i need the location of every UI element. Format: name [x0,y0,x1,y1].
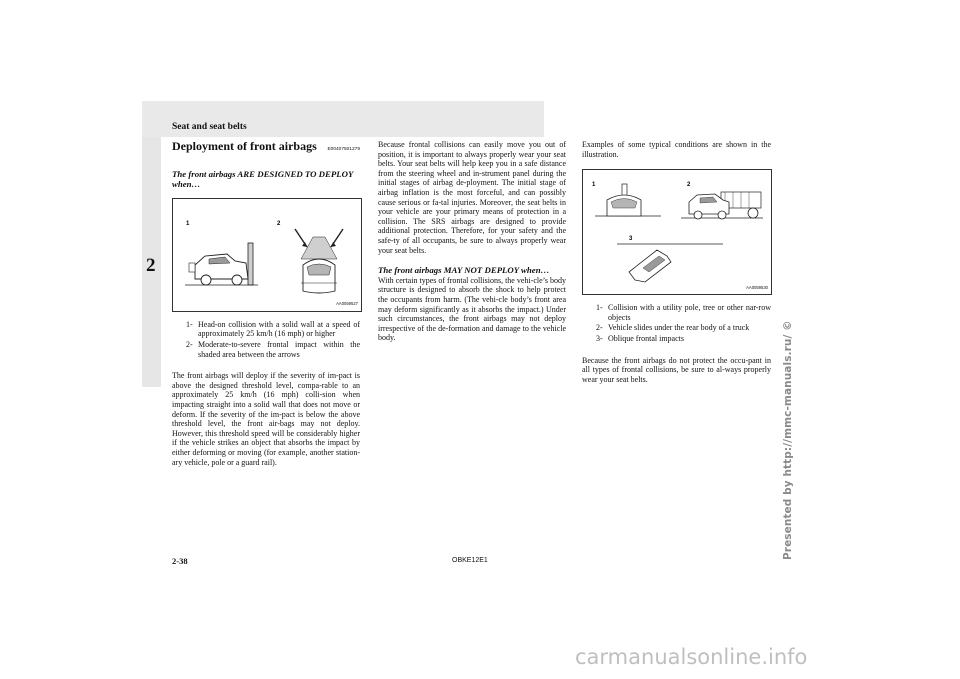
item-text: Collision with a utility pole, tree or other nar-row objects [608,303,771,322]
figure-label-2: 2 [687,182,691,189]
no-deploy-subheading: The front airbags MAY NOT DEPLOY when… [378,265,550,276]
item-text: Head-on collision with a solid wall at a speed of approximately 25 km/h (16 mph) or higher [198,319,360,339]
list-item [596,303,771,322]
seatbelt-paragraph: Because frontal collisions can easily move you out of position, it is important to always properly wear your seat belts. Your seat belts will help keep you in a safe distance from the steering wheel and in-strument panel during the initial stages of airbag de-ployment. The initial stage of airbag inflation is the most forceful, and can possibly cause serious or fa-tal injuries. Moreover, the seat belts in your vehicle are your primary means of protection in a collision. The SRS airbags are designed to provide additional protection. Therefore, for your safety and the safe-ty of all occupants, be sure to always properly wear your seat belts. [378,140,566,255]
section-title: Seat and seat belts [172,122,247,132]
page-number: 2-38 [172,556,188,566]
heading-code: E00407501279 [327,147,360,152]
no-deploy-list [582,303,771,343]
column-right [582,140,771,394]
item-number: 2- [596,323,603,333]
list-item [186,340,360,359]
column-left [172,140,360,477]
doc-heading: Deployment of front airbags [172,139,317,153]
vertical-watermark: Presented by http://mmc-manuals.ru/ © [782,320,794,560]
bottom-watermark: carmanualsonline.info [575,645,808,669]
figure-deploy-conditions [172,198,362,312]
figure-label-2: 2 [277,220,281,227]
deploy-list [172,320,360,359]
deploy-subheading: The front airbags ARE DESIGNED TO DEPLOY when… [172,168,354,190]
document-code: OBKE12E1 [452,557,488,564]
examples-intro: Examples of some typical conditions are shown in the illustration. [582,140,771,159]
item-text: Oblique frontal impacts [608,333,684,343]
list-item [596,323,771,333]
no-deploy-paragraph: With certain types of frontal collisions, the vehi-cle’s body structure is designed to absorb the shock to help protect the occupants from harm. (The vehi-cle body’s front area may deform significantly as it absorbs the impact.) Under such circumstances, the front airbags may not deploy irrespective of the de-formation and damage to the vehicle body. [378,275,566,343]
item-number: 1- [186,319,193,329]
list-item [186,320,360,339]
column-middle [378,140,566,353]
item-text: Vehicle slides under the rear body of a truck [608,323,750,333]
threshold-paragraph: The front airbags will deploy if the severity of im-pact is above the designed threshold level, compa-rable to an approximately 25 km/h (16 mph) colli-sion when impacting straight into a solid wall that does not move or deform. If the severity of the im-pact is below the above threshold level, the front air-bags may not deploy. However, this threshold speed will be considerably higher if the vehicle strikes an object that absorbs the impact by either deforming or moving (for example, another station-ary vehicle, pole or a guard rail). [172,371,360,467]
closing-paragraph: Because the front airbags do not protect the occu-pant in all types of frontal collisions, be sure to al-ways properly wear your seat belts. [582,355,771,384]
deploy-illustration [173,199,361,311]
item-number: 2- [186,339,193,349]
no-deploy-illustration [583,170,772,294]
figure-label-1: 1 [186,220,190,227]
item-number: 1- [596,303,603,313]
figure-label-3: 3 [629,236,633,243]
chapter-number: 2 [146,255,156,276]
figure-code: AA0059530 [746,284,768,290]
figure-no-deploy-examples [582,169,772,295]
item-number: 3- [596,333,603,343]
list-item [596,334,771,344]
item-text: Moderate-to-severe frontal impact within the shaded area between the arrows [198,339,360,359]
figure-code: AA0059527 [336,301,358,307]
figure-label-1: 1 [592,182,596,189]
heading-row [172,140,360,155]
